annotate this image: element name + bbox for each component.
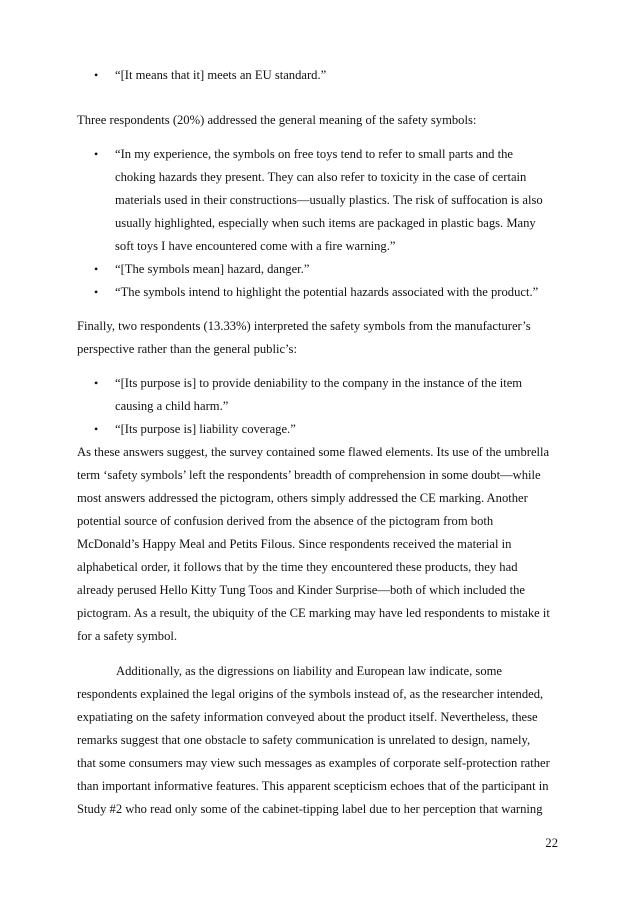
paragraph-line: term ‘safety symbols’ left the respondents’ breadth of comprehension in some doubt—while — [77, 468, 541, 482]
bullet-item: “[It means that it] meets an EU standard.” — [115, 68, 327, 82]
quote-line: choking hazards they present. They can also refer to toxicity in the case of certain — [115, 170, 527, 184]
quote-line: “In my experience, the symbols on free toys tend to refer to small parts and the — [115, 147, 513, 161]
paragraph-line: Study #2 who read only some of the cabinet-tipping label due to her perception that warning — [77, 802, 543, 816]
paragraph-line: respondents explained the legal origins of the symbols instead of, as the researcher intended, — [77, 687, 544, 701]
bullet-icon: • — [94, 262, 99, 276]
quote-line: “[The symbols mean] hazard, danger.” — [115, 262, 310, 276]
paragraph-line: remarks suggest that one obstacle to safety communication is unrelated to design, namely, — [77, 733, 531, 747]
bullet-icon: • — [94, 68, 99, 82]
quote-line: usually highlighted, especially when such items are packaged in plastic bags. Many — [115, 216, 536, 230]
quote-line: “[Its purpose is] liability coverage.” — [115, 422, 296, 436]
paragraph-line: potential source of confusion derived from the absence of the pictogram from both — [77, 514, 494, 528]
paragraph-line: pictogram. As a result, the ubiquity of the CE marking may have led respondents to mistake it — [77, 606, 550, 620]
paragraph-line: than important informative features. This apparent scepticism echoes that of the participant in — [77, 779, 549, 793]
quote-line: soft toys I have encountered come with a fire warning.” — [115, 239, 396, 253]
bullet-icon: • — [94, 422, 99, 436]
paragraph-line: Additionally, as the digressions on liability and European law indicate, some — [116, 664, 503, 678]
paragraph-line: that some consumers may view such messages as examples of corporate self-protection rather — [77, 756, 550, 770]
page-number: 22 — [545, 836, 558, 850]
paragraph-line: McDonald’s Happy Meal and Petits Filous. Since respondents received the material in — [77, 537, 512, 551]
paragraph-line: Three respondents (20%) addressed the general meaning of the safety symbols: — [77, 113, 477, 127]
document-page — [77, 0, 572, 903]
quote-line: “[Its purpose is] to provide deniability to the company in the instance of the item — [115, 376, 523, 390]
quote-line: materials used in their constructions—usually plastics. The risk of suffocation is also — [115, 193, 543, 207]
paragraph-line: most answers addressed the pictogram, others simply addressed the CE marking. Another — [77, 491, 528, 505]
paragraph-line: alphabetical order, it follows that by the time they encountered these products, they had — [77, 560, 518, 574]
bullet-icon: • — [94, 285, 99, 299]
paragraph-line: perspective rather than the general public’s: — [77, 342, 297, 356]
paragraph-line: Finally, two respondents (13.33%) interpreted the safety symbols from the manufacturer’s — [77, 319, 531, 333]
paragraph-line: already perused Hello Kitty Tung Toos and Kinder Surprise—both of which included the — [77, 583, 525, 597]
bullet-icon: • — [94, 376, 99, 390]
quote-line: causing a child harm.” — [115, 399, 229, 413]
bullet-icon: • — [94, 147, 99, 161]
quote-line: “The symbols intend to highlight the potential hazards associated with the product.” — [115, 285, 539, 299]
paragraph-line: for a safety symbol. — [77, 629, 178, 643]
paragraph-line: As these answers suggest, the survey contained some flawed elements. Its use of the umbrella — [77, 445, 550, 459]
paragraph-line: expatiating on the safety information conveyed about the product itself. Nevertheless, these — [77, 710, 538, 724]
